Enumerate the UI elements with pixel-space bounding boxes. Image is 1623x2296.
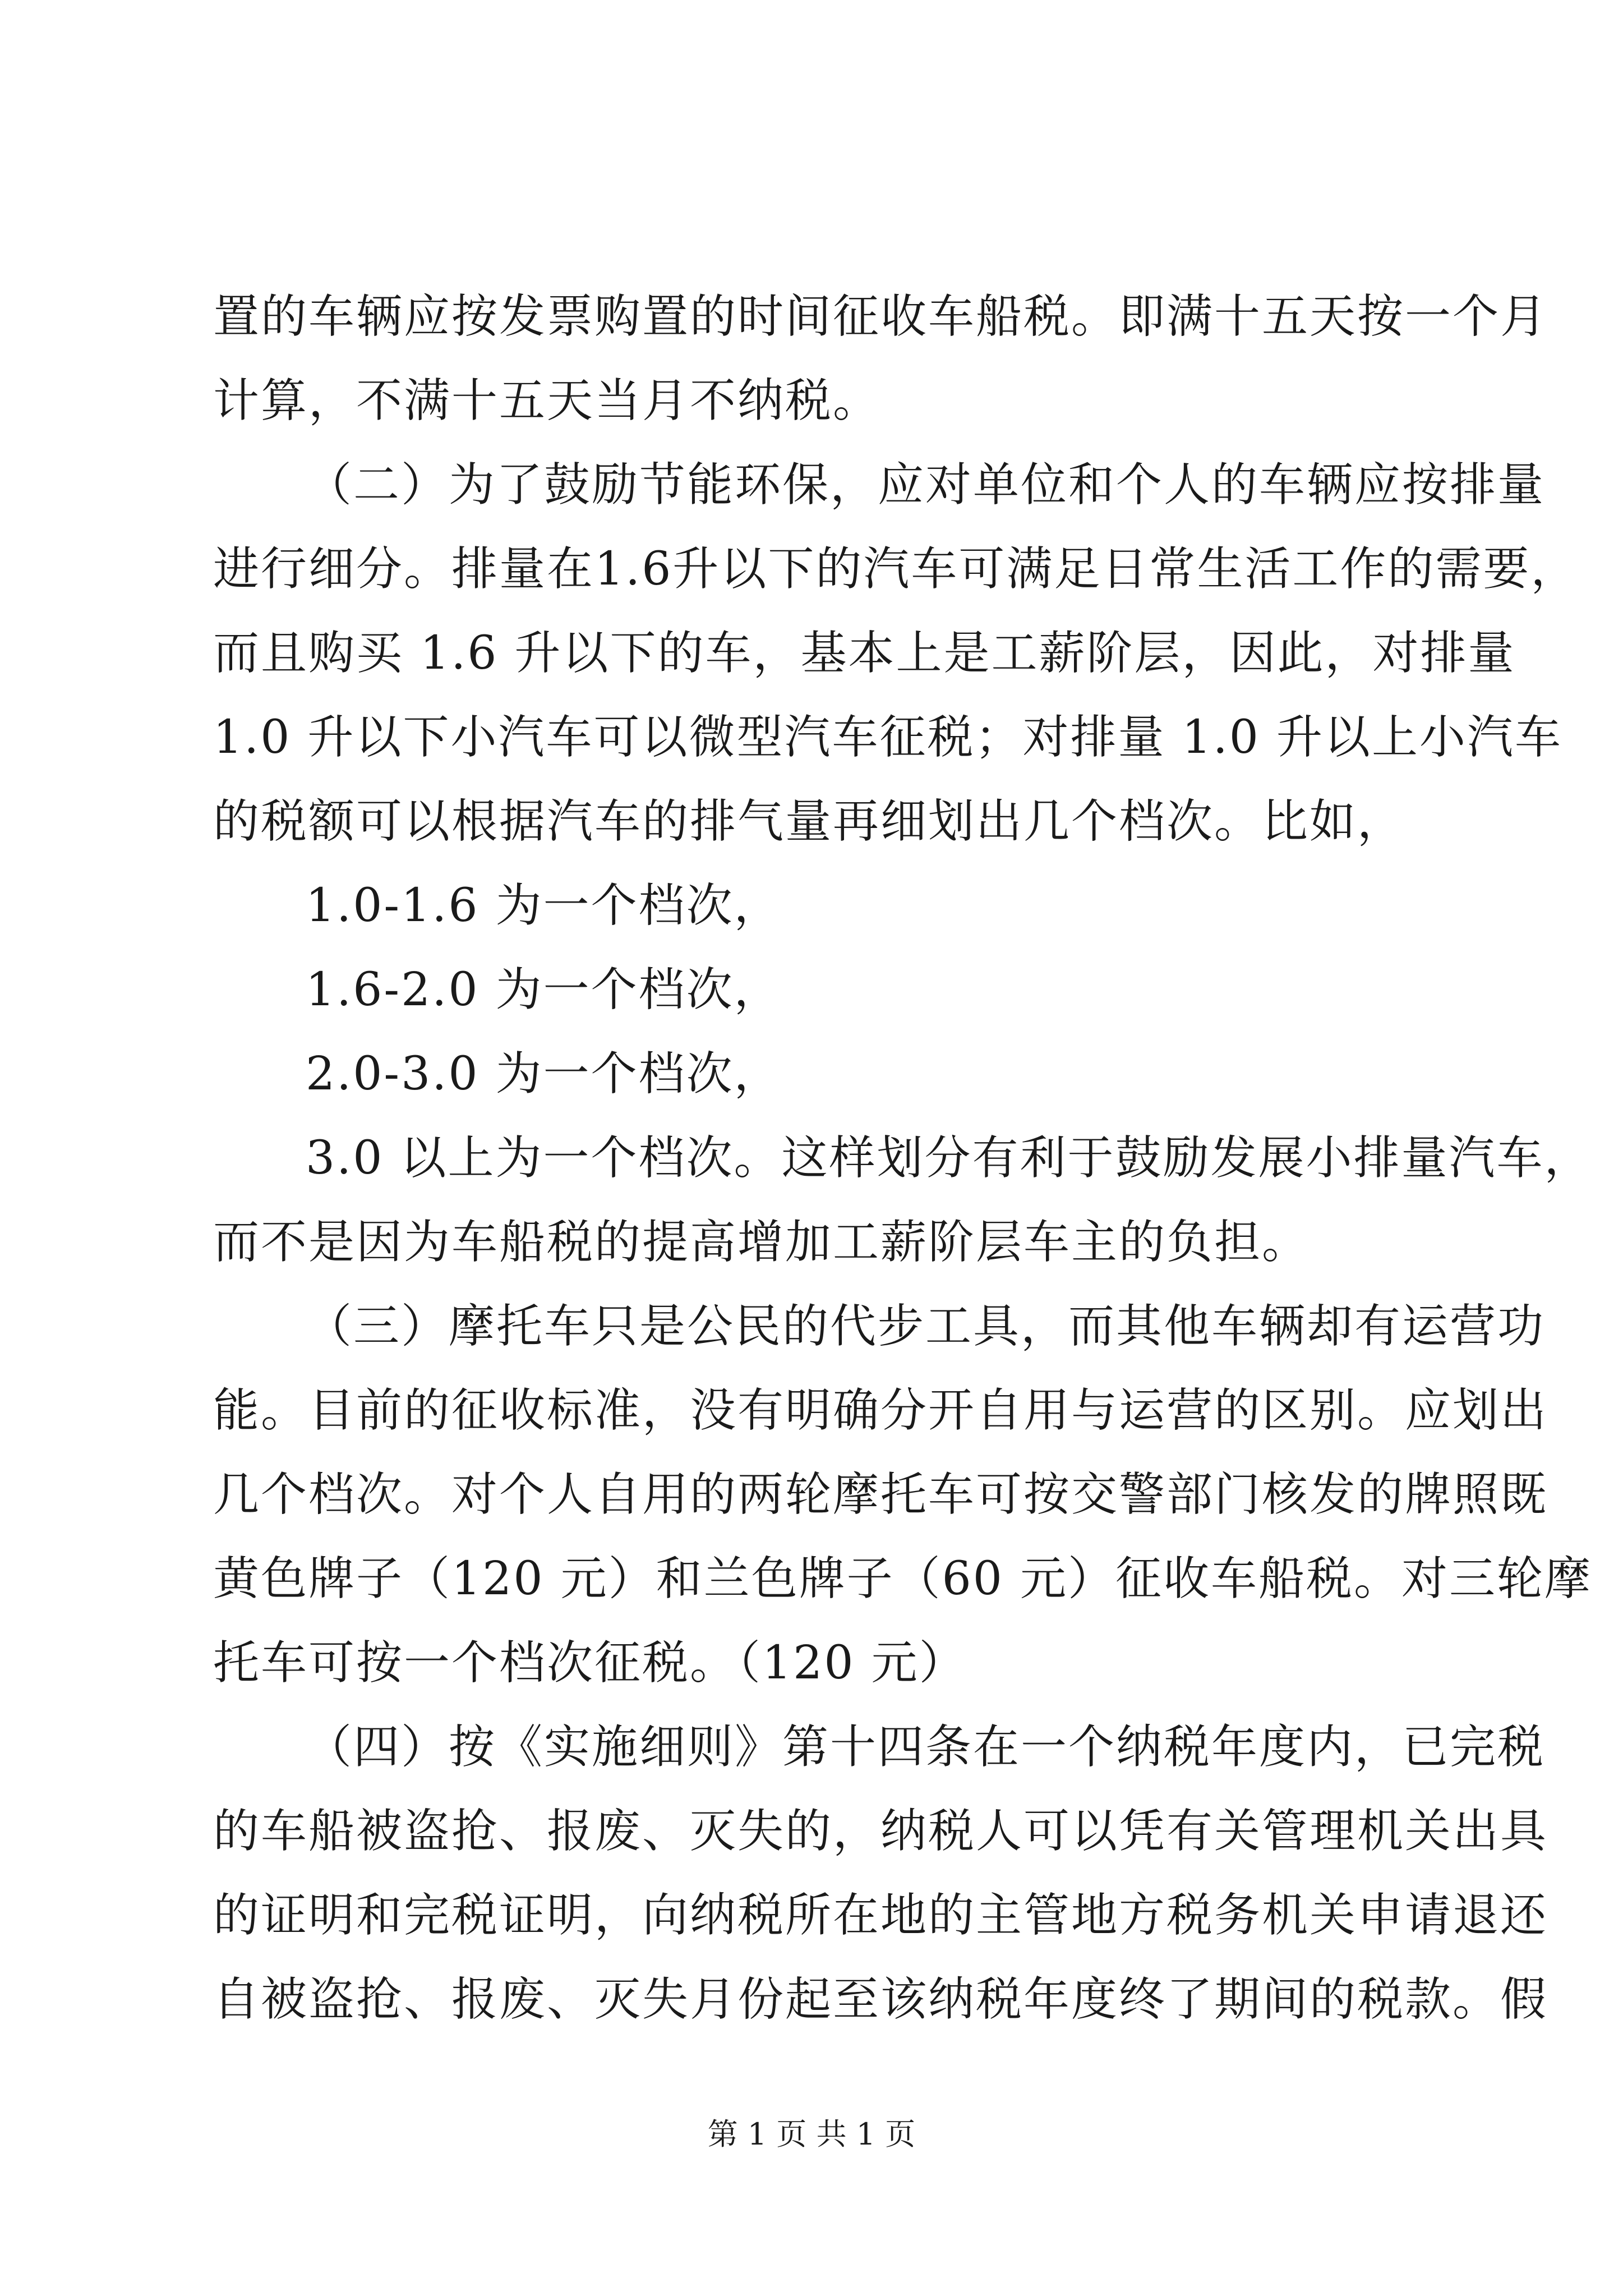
- text-line: 的证明和完税证明，向纳税所在地的主管地方税务机关申请退还: [213, 1889, 1548, 1942]
- text-line: 几个档次。对个人自用的两轮摩托车可按交警部门核发的牌照既: [213, 1468, 1548, 1521]
- text-line: 的税额可以根据汽车的排气量再细划出几个档次。比如，: [213, 795, 1405, 848]
- page-number-label: 第 1 页 共 1 页: [707, 2116, 916, 2152]
- paragraph-start-line: （三）摩托车只是公民的代步工具，而其他车辆却有运营功: [306, 1300, 1546, 1353]
- list-item-line: 1.6-2.0 为一个档次，: [306, 963, 782, 1016]
- text-line: 能。目前的征收标准，没有明确分开自用与运营的区别。应划出: [213, 1384, 1548, 1437]
- text-line: 自被盗抢、报废、灭失月份起至该纳税年度终了期间的税款。假: [213, 1973, 1548, 2026]
- paragraph-start-line: （二）为了鼓励节能环保，应对单位和个人的车辆应按排量: [306, 458, 1546, 512]
- text-line: 黄色牌子（120 元）和兰色牌子（60 元）征收车船税。对三轮摩: [213, 1552, 1592, 1605]
- page-footer: [0, 2115, 1623, 2154]
- text-line: 托车可按一个档次征税。（120 元）: [213, 1636, 967, 1690]
- text-line: 计算，不满十五天当月不纳税。: [213, 374, 881, 427]
- list-item-line: 3.0 以上为一个档次。这样划分有利于鼓励发展小排量汽车，: [306, 1131, 1592, 1185]
- paragraph-start-line: （四）按《实施细则》第十四条在一个纳税年度内，已完税: [306, 1720, 1546, 1774]
- text-line: 进行细分。排量在1.6升以下的汽车可满足日常生活工作的需要，: [213, 542, 1579, 596]
- text-line: 1.0 升以下小汽车可以微型汽车征税；对排量 1.0 升以上小汽车: [213, 711, 1563, 764]
- list-item-line: 2.0-3.0 为一个档次，: [306, 1047, 782, 1101]
- text-line: 的车船被盗抢、报废、灭失的，纳税人可以凭有关管理机关出具: [213, 1805, 1548, 1858]
- text-line: 置的车辆应按发票购置的时间征收车船税。即满十五天按一个月: [213, 290, 1548, 343]
- text-line: 而不是因为车船税的提高增加工薪阶层车主的负担。: [213, 1216, 1310, 1269]
- document-body: [213, 275, 1592, 2042]
- list-item-line: 1.0-1.6 为一个档次，: [306, 879, 782, 932]
- text-line: 而且购买 1.6 升以下的车，基本上是工薪阶层，因此，对排量: [213, 627, 1516, 680]
